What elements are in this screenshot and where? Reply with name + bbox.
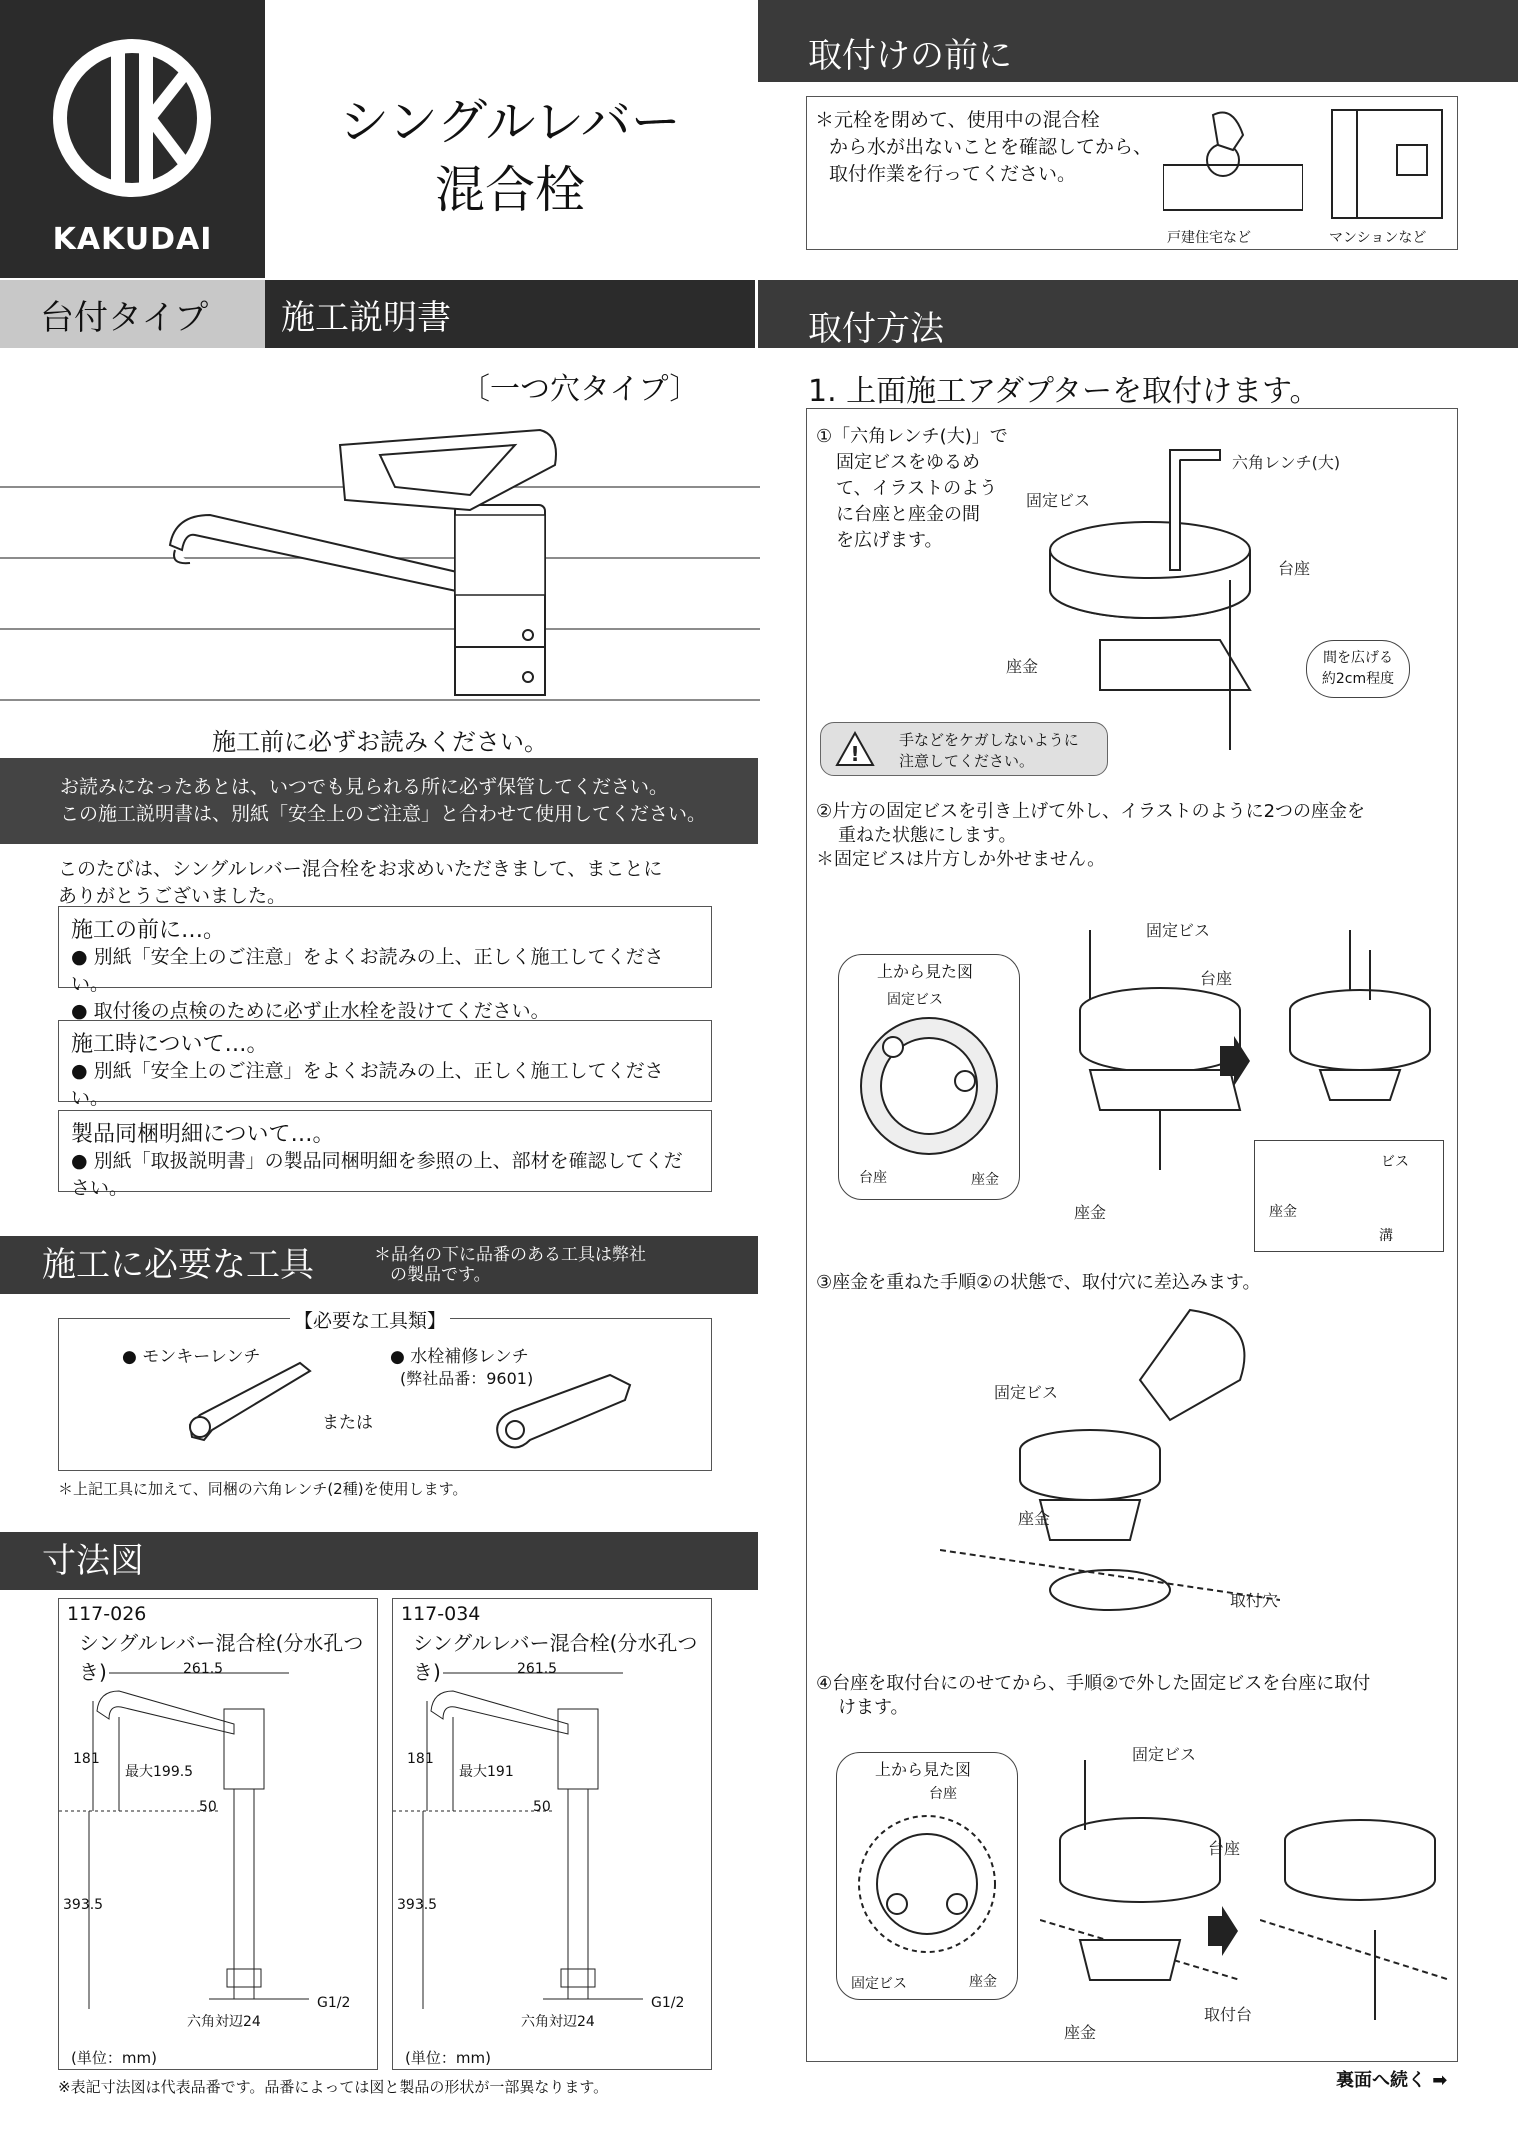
section-during-item: ● 別紙「安全上のご注意」をよくお読みの上、正しく施工してください。 (71, 1060, 664, 1109)
dimensions-footnote: ※表記寸法図は代表品番です。品番によっては図と製品の形状が一部異なります。 (58, 2078, 609, 2096)
dim-h1: 181 (73, 1751, 100, 1767)
section-before (58, 906, 712, 1022)
dim-50: 50 (533, 1799, 551, 1815)
dim-hex: 六角対辺24 (521, 2014, 595, 2030)
dim-width: 261.5 (517, 1661, 558, 1677)
topview-title: 上から見た図 (875, 1760, 972, 1779)
step2-label-washer: 座金 (1074, 1203, 1107, 1222)
step3-label-washer: 座金 (1018, 1509, 1051, 1528)
step1-line2: 固定ビスをゆるめ (836, 452, 980, 473)
warning-line2: 注意してください。 (899, 752, 1035, 770)
section-before-item: ● 取付後の点検のために必ず止水栓を設けてください。 (71, 1000, 550, 1022)
dim-hex: 六角対辺24 (187, 2014, 261, 2030)
tool-or: または (322, 1413, 373, 1433)
step2-line2: 重ねた状態にします。 (838, 825, 1017, 846)
detail-label-groove: 溝 (1379, 1228, 1393, 1244)
logo-block (0, 0, 265, 278)
dim-thread: G1/2 (651, 1995, 685, 2011)
before-heading-bar (758, 0, 1518, 82)
step1-line3: て、イラストのよう (836, 478, 998, 499)
model-code: 117-034 (401, 1603, 481, 1625)
read-first: 施工前に必ずお読みください。 (212, 728, 548, 756)
topview-circle-icon (847, 1809, 1007, 1959)
model-name: シングルレバー混合栓(分水孔つき) (79, 1631, 364, 1684)
step2-line3: ＊固定ビスは片方しか外せません。 (816, 849, 1106, 870)
bullet-icon: ● (71, 1060, 94, 1082)
step4-result-illustration (1260, 1760, 1450, 2030)
gap-note-line2: 約2cm程度 (1321, 671, 1395, 687)
step4-line2: けます。 (838, 1697, 909, 1718)
svg-text:!: ! (850, 742, 860, 766)
topview-screw: 固定ビス (887, 992, 943, 1008)
bullet-icon: ● (71, 1000, 94, 1022)
dimension-panel-1 (58, 1598, 378, 2070)
brand-name: KAKUDAI (52, 222, 213, 257)
valve-house-icon (1163, 105, 1303, 225)
step4-label-stand: 取付台 (1204, 2005, 1253, 2024)
before-text2: から水が出ないことを確認してから、 (829, 136, 1153, 158)
page-title-line1: シングルレバー (339, 93, 681, 151)
detail-label-screw: ビス (1381, 1154, 1409, 1170)
dim-width: 261.5 (183, 1661, 224, 1677)
step2-result-illustration (1280, 920, 1440, 1120)
arrow-right-icon: ➡ (1432, 2070, 1448, 2091)
doc-tag: 施工説明書 (265, 280, 755, 348)
dim-h1: 181 (407, 1751, 434, 1767)
step4-label-screw: 固定ビス (1132, 1745, 1197, 1764)
tools-note: ＊品名の下に品番のある工具は弊社 の製品です。 (374, 1245, 646, 1285)
caption-apartment: マンションなど (1329, 230, 1427, 246)
step1-line1: ①「六角レンチ(大)」で (816, 426, 1008, 447)
step4-illustration (1040, 1740, 1240, 2040)
topview-base: 台座 (859, 1170, 887, 1186)
bullet-icon: ● (71, 946, 94, 968)
before-box (806, 96, 1458, 250)
topview-washer: 座金 (969, 1974, 997, 1990)
step3-illustration (940, 1300, 1280, 1640)
arrow-right-icon (1220, 1036, 1250, 1086)
step2-label-screw: 固定ビス (1146, 921, 1211, 940)
continue-label (1336, 2066, 1447, 2092)
detail-label-washer: 座金 (1269, 1204, 1297, 1220)
tools-heading-bar (0, 1236, 758, 1294)
arrow-right-icon (1208, 1906, 1238, 1956)
notice-box (0, 758, 758, 844)
type-tag: 台付タイプ (0, 280, 265, 348)
section-before-title: 施工の前に…。 (71, 918, 226, 943)
step1-line4: に台座と座金の間 (836, 504, 980, 525)
dimension-panel-2 (392, 1598, 712, 2070)
label-base: 台座 (1278, 559, 1311, 578)
dim-h2: 393.5 (63, 1897, 104, 1913)
step4-line1: ④台座を取付台にのせてから、手順②で外した固定ビスを台座に取付 (816, 1673, 1371, 1694)
step4-label-washer: 座金 (1064, 2023, 1097, 2042)
section-contents-item: ● 別紙「取扱説明書」の製品同梱明細を参照の上、部材を確認してください。 (71, 1150, 683, 1199)
step3-label-hole: 取付穴 (1230, 1591, 1279, 1610)
before-text3: 取付作業を行ってください。 (829, 163, 1077, 185)
step4-topview (836, 1752, 1018, 2000)
valve-apartment-icon (1327, 105, 1447, 225)
tools-heading: 施工に必要な工具 (42, 1245, 314, 1285)
step2-line1: ②片方の固定ビスを引き上げて外し、イラストのように2つの座金を (816, 801, 1366, 822)
dimensions-heading: 寸法図 (42, 1541, 144, 1581)
topview-screw: 固定ビス (851, 1976, 907, 1992)
before-text (815, 107, 1152, 188)
tools-footnote: ＊上記工具に加えて、同梱の六角レンチ(2種)を使用します。 (58, 1480, 468, 1498)
step4-text (816, 1672, 1370, 1720)
gap-note-line1: 間を広げる (1323, 650, 1393, 666)
label-washer: 座金 (1006, 657, 1039, 676)
dim-50: 50 (199, 1799, 217, 1815)
topview-circle-icon (849, 1011, 1009, 1161)
warning-icon (835, 731, 875, 767)
label-hex-wrench: 六角レンチ(大) (1232, 453, 1341, 472)
before-text1: ＊元栓を閉めて、使用中の混合栓 (815, 109, 1100, 131)
tool-repair-wrench-code: (弊社品番：9601) (400, 1369, 534, 1388)
thanks-line2: ありがとうございました。 (58, 885, 287, 907)
dim-thread: G1/2 (317, 1995, 351, 2011)
step-title: 1. 上面施工アダプターを取付けます。 (808, 374, 1320, 409)
topview-base: 台座 (929, 1786, 957, 1802)
section-before-item: ● 別紙「安全上のご注意」をよくお読みの上、正しく施工してください。 (71, 946, 664, 995)
model-name: シングルレバー混合栓(分水孔つき) (413, 1631, 698, 1684)
step1-line5: を広げます。 (836, 530, 943, 551)
step2-illustration (1040, 930, 1290, 1190)
dim-max: 最大199.5 (125, 1764, 194, 1780)
label-fixing-screw: 固定ビス (1026, 491, 1091, 510)
tools-box-title: 【必要な工具類】 (290, 1306, 450, 1333)
step2-text (816, 800, 1365, 872)
thanks-line1: このたびは、シングルレバー混合栓をお求めいただきまして、まことに (58, 858, 663, 880)
caption-house: 戸建住宅など (1167, 230, 1251, 246)
continue-text: 裏面へ続く (1336, 2070, 1426, 2091)
gap-note (1306, 640, 1410, 698)
topview-washer: 座金 (971, 1172, 999, 1188)
dimensions-heading-bar (0, 1532, 758, 1590)
section-during (58, 1020, 712, 1109)
page-title-line2: 混合栓 (435, 161, 585, 219)
step1-text (816, 424, 1008, 554)
dim-h2: 393.5 (397, 1897, 438, 1913)
faucet-illustration (0, 415, 760, 705)
step2-detail-box (1254, 1140, 1444, 1252)
warning-line1: 手などをケガしないように (899, 731, 1079, 749)
before-heading: 取付けの前に (808, 36, 1012, 76)
dim-unit: (単位：mm) (71, 2049, 157, 2067)
section-contents-title: 製品同梱明細について…。 (71, 1122, 335, 1147)
repair-wrench-icon (490, 1360, 640, 1460)
monkey-wrench-icon (180, 1355, 320, 1445)
step4-label-base: 台座 (1208, 1839, 1241, 1858)
step2-topview (838, 954, 1020, 1200)
step3-text: ③座金を重ねた手順②の状態で、取付穴に差込みます。 (816, 1272, 1261, 1293)
notice-line1: お読みになったあとは、いつでも見られる所に必ず保管してください。 (60, 776, 669, 798)
tool-repair-wrench: ● 水栓補修レンチ (390, 1347, 529, 1367)
notice-line2: この施工説明書は、別紙「安全上のご注意」と合わせて使用してください。 (60, 803, 707, 825)
dim-max: 最大191 (459, 1764, 514, 1780)
tool-monkey-wrench: ● モンキーレンチ (122, 1347, 261, 1367)
bullet-icon: ● (71, 1150, 94, 1172)
method-heading: 取付方法 (808, 309, 944, 349)
model-code: 117-026 (67, 1603, 147, 1625)
topview-title: 上から見た図 (877, 962, 974, 981)
thanks-text (58, 856, 748, 910)
warning-box (820, 722, 1108, 776)
step3-label-screw: 固定ビス (994, 1383, 1059, 1402)
subtype-label: 〔一つ穴タイプ〕 (460, 372, 700, 407)
section-contents (58, 1110, 712, 1199)
section-during-title: 施工時について…。 (71, 1032, 269, 1057)
method-heading-bar (758, 280, 1518, 348)
step2-label-base: 台座 (1200, 969, 1233, 988)
dim-unit: (単位：mm) (405, 2049, 491, 2067)
